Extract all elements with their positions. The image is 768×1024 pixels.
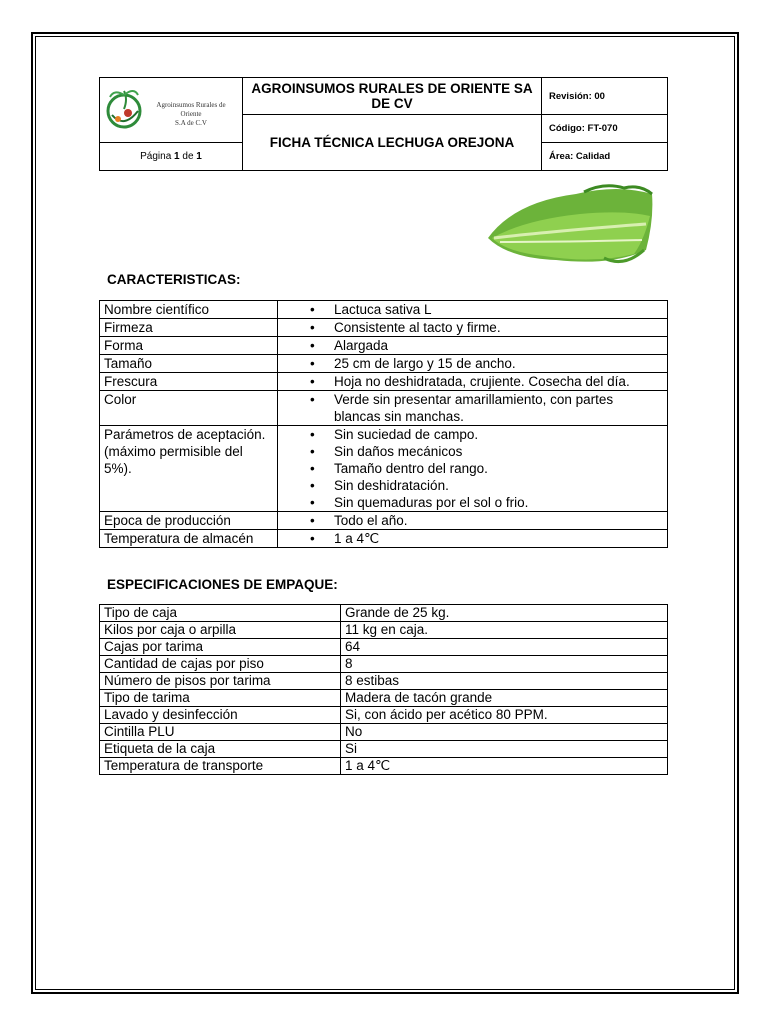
table-row	[100, 337, 668, 355]
spec-name: Temperatura de transporte	[100, 758, 341, 775]
spec-value: 64	[341, 639, 668, 656]
spec-name: Tipo de caja	[100, 605, 341, 622]
spec-value: Si, con ácido per acético 80 PPM.	[341, 707, 668, 724]
list-item: • Tamaño dentro del rango.	[334, 460, 663, 477]
header-table	[99, 77, 668, 171]
property-name: Color	[100, 391, 278, 426]
table-row	[100, 391, 668, 426]
list-item: • 1 a 4℃	[334, 530, 663, 547]
property-value	[278, 512, 668, 530]
list-item: • Sin suciedad de campo.	[334, 426, 663, 443]
company-logo	[104, 81, 146, 139]
property-value	[278, 337, 668, 355]
table-row	[100, 530, 668, 548]
list-item: • Verde sin presentar amarillamiento, con partes blancas sin manchas.	[334, 391, 663, 425]
spec-value: 8	[341, 656, 668, 673]
property-value	[278, 530, 668, 548]
list-item: • 25 cm de largo y 15 de ancho.	[334, 355, 663, 372]
list-item: • Sin daños mecánicos	[334, 443, 663, 460]
spec-value: Grande de 25 kg.	[341, 605, 668, 622]
spec-value: 1 a 4℃	[341, 758, 668, 775]
property-value	[278, 373, 668, 391]
caracteristicas-title: CARACTERISTICAS:	[107, 272, 241, 287]
table-row	[100, 690, 668, 707]
property-name: Forma	[100, 337, 278, 355]
table-row	[100, 724, 668, 741]
table-row	[100, 605, 668, 622]
property-value	[278, 391, 668, 426]
revision-label: Revisión: 00	[542, 78, 668, 115]
spec-name: Cajas por tarima	[100, 639, 341, 656]
property-name: Frescura	[100, 373, 278, 391]
table-row	[100, 355, 668, 373]
spec-name: Cintilla PLU	[100, 724, 341, 741]
table-row	[100, 512, 668, 530]
list-item: • Lactuca sativa L	[334, 301, 663, 318]
spec-value: No	[341, 724, 668, 741]
table-row	[100, 741, 668, 758]
property-name: Nombre científico	[100, 301, 278, 319]
list-item: • Sin quemaduras por el sol o frio.	[334, 494, 663, 511]
document-title: FICHA TÉCNICA LECHUGA OREJONA	[243, 115, 542, 171]
empaque-title: ESPECIFICACIONES DE EMPAQUE:	[107, 577, 338, 592]
spec-name: Etiqueta de la caja	[100, 741, 341, 758]
table-row	[100, 622, 668, 639]
list-item: • Hoja no deshidratada, crujiente. Cosecha del día.	[334, 373, 663, 390]
table-row	[100, 639, 668, 656]
property-value	[278, 355, 668, 373]
spec-value: Madera de tacón grande	[341, 690, 668, 707]
property-value	[278, 426, 668, 512]
company-name: AGROINSUMOS RURALES DE ORIENTE SA DE CV	[243, 78, 542, 115]
page-number: Página 1 de 1	[100, 143, 243, 171]
property-value	[278, 319, 668, 337]
list-item: • Sin deshidratación.	[334, 477, 663, 494]
spec-name: Tipo de tarima	[100, 690, 341, 707]
area-label: Área: Calidad	[542, 143, 668, 171]
property-name: Parámetros de aceptación. (máximo permisible del 5%).	[100, 426, 278, 512]
table-row	[100, 301, 668, 319]
list-item: • Todo el año.	[334, 512, 663, 529]
table-row	[100, 758, 668, 775]
table-row	[100, 373, 668, 391]
logo-cell	[100, 78, 243, 143]
logo-text: Agroinsumos Rurales de Oriente S.A de C.V	[156, 101, 226, 127]
property-value	[278, 301, 668, 319]
list-item: • Alargada	[334, 337, 663, 354]
table-row	[100, 707, 668, 724]
table-row	[100, 656, 668, 673]
spec-name: Número de pisos por tarima	[100, 673, 341, 690]
spec-value: 11 kg en caja.	[341, 622, 668, 639]
spec-name: Cantidad de cajas por piso	[100, 656, 341, 673]
property-name: Temperatura de almacén	[100, 530, 278, 548]
table-row	[100, 319, 668, 337]
code-label: Código: FT-070	[542, 115, 668, 143]
caracteristicas-table	[99, 300, 668, 548]
property-name: Tamaño	[100, 355, 278, 373]
table-row	[100, 673, 668, 690]
property-name: Epoca de producción	[100, 512, 278, 530]
spec-value: 8 estibas	[341, 673, 668, 690]
spec-name: Lavado y desinfección	[100, 707, 341, 724]
spec-name: Kilos por caja o arpilla	[100, 622, 341, 639]
property-name: Firmeza	[100, 319, 278, 337]
list-item: • Consistente al tacto y firme.	[334, 319, 663, 336]
lettuce-image	[484, 180, 656, 276]
table-row	[100, 426, 668, 512]
spec-value: Si	[341, 741, 668, 758]
empaque-table	[99, 604, 668, 775]
